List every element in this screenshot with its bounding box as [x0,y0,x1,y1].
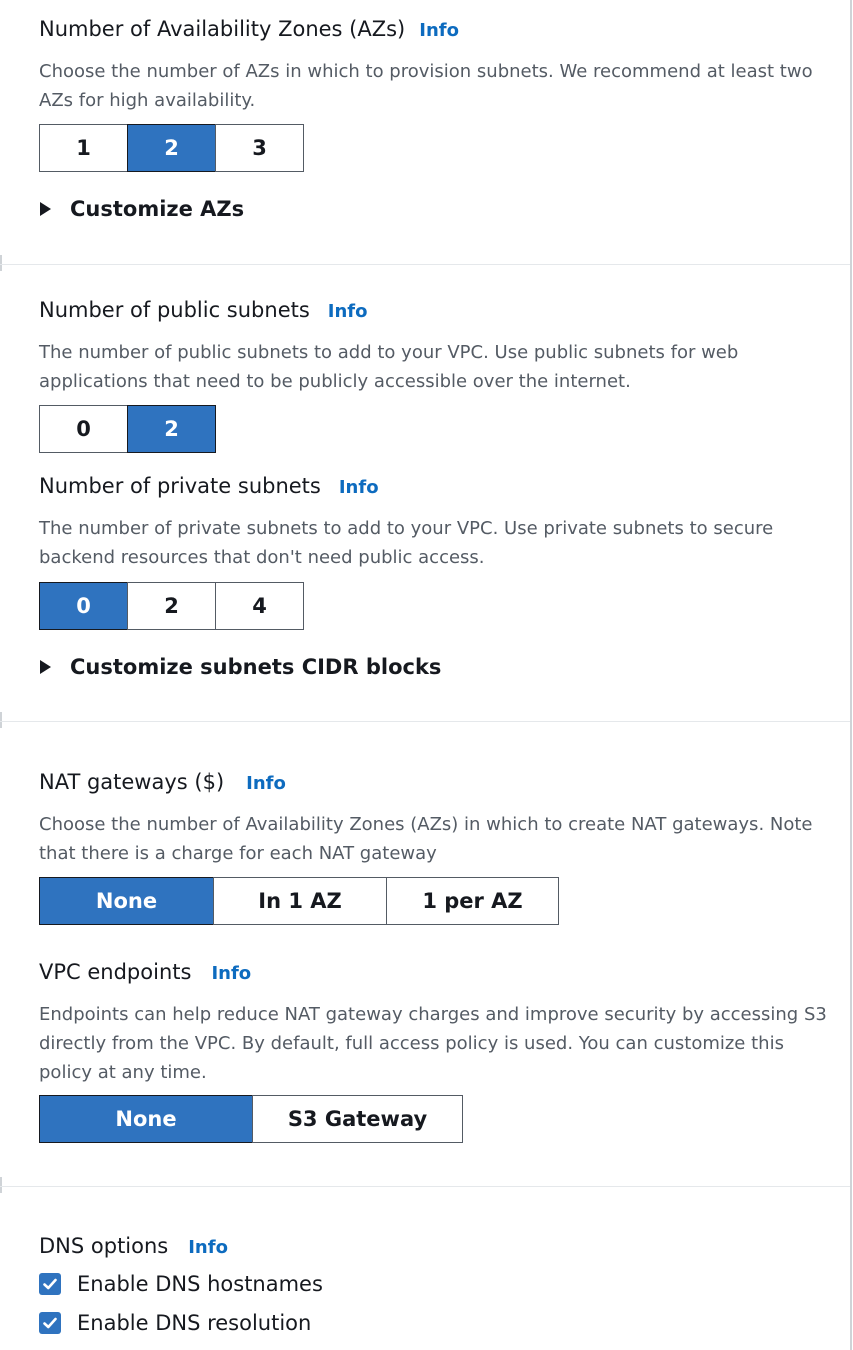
private-subnets-title [39,474,379,498]
azs-segmented-control [39,124,304,172]
nat-gateways-segmented-control [39,877,559,925]
customize-azs-label: Customize AZs [70,197,245,221]
public-subnets-option-0[interactable]: 0 [39,405,128,453]
azs-description: Choose the number of AZs in which to provision subnets. We recommend at least two AZs for high availability. [39,61,813,111]
nat-gateways-info-link[interactable]: Info [246,773,286,794]
caret-right-icon [40,660,51,674]
caret-right-icon [40,202,51,216]
azs-title-text: Number of Availability Zones (AZs) [39,17,406,41]
vpc-endpoints-title [39,960,251,984]
public-subnets-title [39,298,368,322]
nat-gateways-title [39,770,286,794]
left-edge-mark [0,255,2,271]
enable-dns-hostnames-label: Enable DNS hostnames [77,1272,323,1296]
dns-options-title-text: DNS options [39,1234,169,1258]
left-edge-mark [0,1177,2,1193]
nat-option-in-1-az[interactable]: In 1 AZ [213,877,387,925]
private-subnets-option-4[interactable]: 4 [215,582,304,630]
public-subnets-info-link[interactable]: Info [327,301,368,322]
private-subnets-option-0[interactable]: 0 [39,582,128,630]
azs-option-1[interactable]: 1 [39,124,128,172]
vpc-endpoints-title-text: VPC endpoints [39,960,192,984]
enable-dns-hostnames-checkbox[interactable] [39,1272,323,1296]
endpoints-option-none[interactable]: None [39,1095,253,1143]
section-divider [0,721,850,722]
private-subnets-title-text: Number of private subnets [39,474,321,498]
azs-title [39,17,459,41]
nat-option-none[interactable]: None [39,877,214,925]
checkbox-checked-icon[interactable] [39,1273,61,1295]
panel-right-border [850,0,852,1350]
nat-gateways-title-text: NAT gateways ($) [39,770,225,794]
private-subnets-description: The number of private subnets to add to your VPC. Use private subnets to secure backend resources that don't need public access. [39,518,774,568]
left-edge-mark [0,712,2,728]
dns-options-info-link[interactable]: Info [188,1237,228,1258]
vpc-endpoints-info-link[interactable]: Info [211,963,252,984]
azs-option-2[interactable]: 2 [127,124,216,172]
customize-cidr-expander[interactable] [39,655,441,679]
vpc-endpoints-description: Endpoints can help reduce NAT gateway charges and improve security by accessing S3 directly from the VPC. By default, full access policy is used. You can customize this policy at any time. [39,1004,827,1083]
public-subnets-title-text: Number of public subnets [39,298,310,322]
azs-info-link[interactable]: Info [419,20,459,41]
nat-option-1-per-az[interactable]: 1 per AZ [386,877,559,925]
private-subnets-segmented-control [39,582,304,630]
customize-azs-expander[interactable] [39,197,244,221]
public-subnets-segmented-control [39,405,216,453]
endpoints-option-s3-gateway[interactable]: S3 Gateway [252,1095,463,1143]
checkbox-checked-icon[interactable] [39,1312,61,1334]
private-subnets-option-2[interactable]: 2 [127,582,216,630]
azs-option-3[interactable]: 3 [215,124,304,172]
nat-gateways-description: Choose the number of Availability Zones (AZs) in which to create NAT gateways. Note that there is a charge for each NAT gateway [39,814,813,864]
public-subnets-option-2[interactable]: 2 [127,405,216,453]
public-subnets-description: The number of public subnets to add to your VPC. Use public subnets for web applications that need to be publicly accessible over the internet. [39,342,739,392]
enable-dns-resolution-checkbox[interactable] [39,1311,311,1335]
section-divider [0,1186,850,1187]
enable-dns-resolution-label: Enable DNS resolution [77,1311,312,1335]
dns-options-title [39,1234,228,1258]
private-subnets-info-link[interactable]: Info [338,477,379,498]
section-divider [0,264,850,265]
vpc-endpoints-segmented-control [39,1095,463,1143]
customize-cidr-label: Customize subnets CIDR blocks [70,655,442,679]
